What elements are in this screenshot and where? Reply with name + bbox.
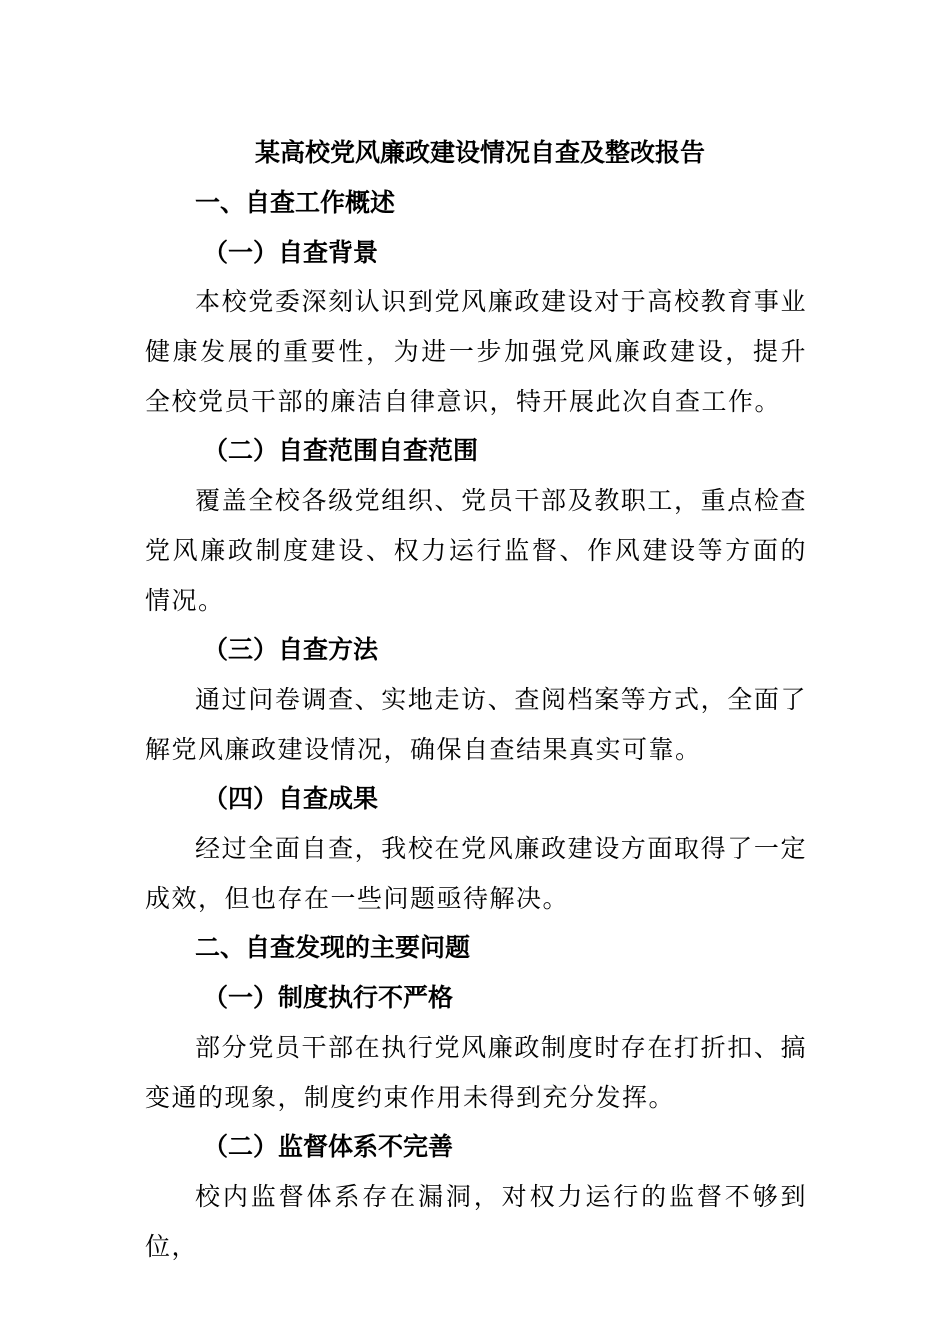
- section-1-4-heading: （四）自查成果: [203, 784, 379, 814]
- section-2-1-text: 部分党员干部在执行党风廉政制度时存在打折扣、搞变通的现象，制度约束作用未得到充分发挥。: [145, 1032, 807, 1112]
- section-2-1-heading: （一）制度执行不严格: [203, 983, 454, 1013]
- section-2-2-heading: （二）监督体系不完善: [203, 1132, 454, 1162]
- section-1-1-text: 本校党委深刻认识到党风廉政建设对于高校教育事业健康发展的重要性，为进一步加强党风廉政建设，提升全校党员干部的廉洁自律意识，特开展此次自查工作。: [145, 287, 807, 416]
- document-page: [145, 128, 807, 1271]
- section-1-2-text: 覆盖全校各级党组织、党员干部及教职工，重点检查党风廉政制度建设、权力运行监督、作风建设等方面的情况。: [145, 486, 807, 615]
- section-1-3-text: 通过问卷调查、实地走访、查阅档案等方式，全面了解党风廉政建设情况，确保自查结果真实可靠。: [145, 684, 807, 764]
- section-2-heading: 二、自查发现的主要问题: [195, 933, 471, 963]
- section-1-3-heading: （三）自查方法: [203, 635, 379, 665]
- section-1-2-heading: （二）自查范围自查范围: [203, 436, 479, 466]
- section-1-heading: 一、自查工作概述: [195, 188, 396, 217]
- section-1-4-text: 经过全面自查，我校在党风廉政建设方面取得了一定成效，但也存在一些问题亟待解决。: [145, 834, 807, 913]
- section-2-2-text: 校内监督体系存在漏洞，对权力运行的监督不够到位，: [145, 1181, 807, 1261]
- document-title: 某高校党风廉政建设情况自查及整改报告: [254, 138, 705, 167]
- section-1-1-heading: （一）自查背景: [203, 237, 379, 267]
